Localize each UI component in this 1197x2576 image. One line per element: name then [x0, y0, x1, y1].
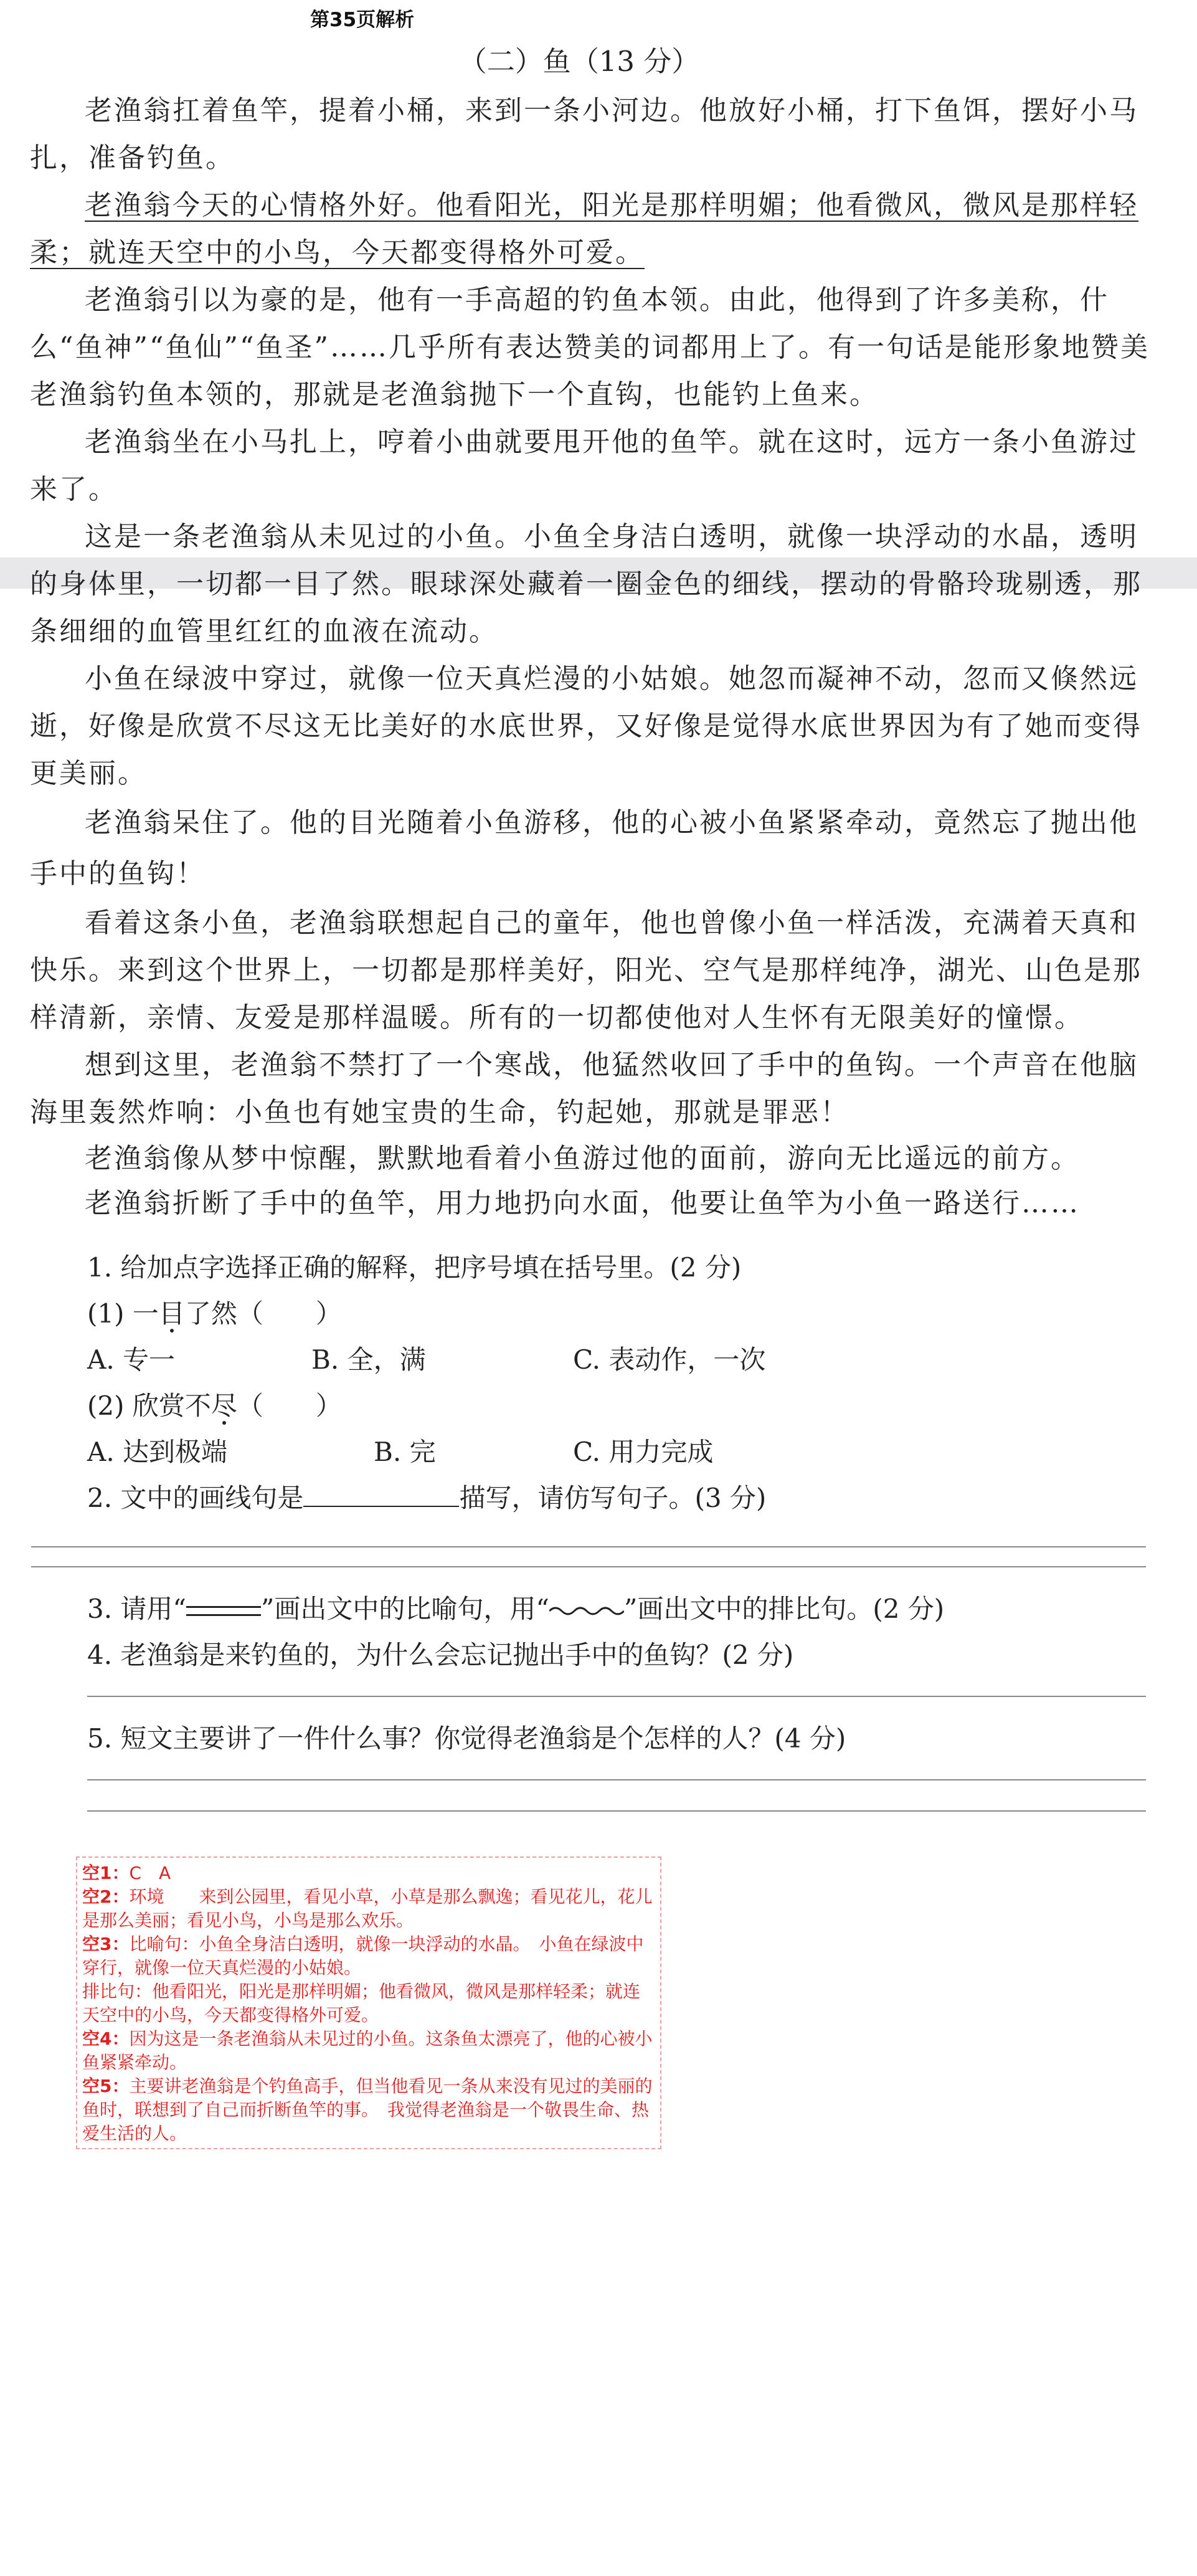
paragraph-10: 老渔翁像从梦中惊醒，默默地看着小鱼游过他的面前，游向无比遥远的前方。 [85, 1143, 1080, 1174]
story-text [30, 87, 1151, 1226]
paragraph-7: 老渔翁呆住了。他的目光随着小鱼游移，他的心被小鱼紧紧牵动，竟然忘了抛出他手中的鱼钩！ [30, 807, 1138, 890]
option-c: C. 用力完成 [573, 1437, 714, 1467]
dotted-char: 目 [158, 1298, 185, 1329]
double-line-mark [186, 1606, 261, 1616]
answer-text: 因为这是一条老渔翁从未见过的小鱼。这条鱼太漂亮了，他的心被小鱼紧紧牵动。 [82, 2028, 653, 2073]
answer-3 [82, 1932, 655, 1980]
dotted-char: 尽 [211, 1390, 237, 1421]
question-4: 4. 老渔翁是来钓鱼的，为什么会忘记抛出手中的鱼钩？(2 分) [87, 1640, 794, 1670]
q1b-suffix: （ ） [237, 1390, 342, 1421]
answer-line [87, 1810, 1146, 1812]
answer-line [31, 1546, 1146, 1547]
questions [87, 1245, 1146, 1830]
question-2 [87, 1475, 1146, 1521]
paragraph-1: 老渔翁扛着鱼竿，提着小桶，来到一条小河边。他放好小桶，打下鱼饵，摆好小马扎，准备钓鱼。 [30, 95, 1138, 174]
answer-4 [82, 2027, 655, 2075]
q3-middle: ”画出文中的比喻句，用“ [260, 1594, 549, 1624]
paragraph-9: 想到这里，老渔翁不禁打了一个寒战，他猛然收回了手中的鱼钩。一个声音在他脑海里轰然炸响：小鱼也有她宝贵的生命，钓起她，那就是罪恶！ [30, 1049, 1138, 1128]
paragraph-5: 这是一条老渔翁从未见过的小鱼。小鱼全身洁白透明，就像一块浮动的水晶，透明的身体里，一切都一目了然。眼球深处藏着一圈金色的细线，摆动的骨骼玲珑剔透，那条细细的血管里红红的血液在流动。 [30, 521, 1142, 647]
answer-label: 空1： [82, 1863, 130, 1883]
question-1-part-1 [87, 1291, 1146, 1337]
answer-2 [82, 1885, 655, 1932]
section-title: （二）鱼（13 分） [458, 45, 700, 78]
q3-prefix: 3. 请用“ [87, 1594, 186, 1624]
answer-line [87, 1696, 1146, 1697]
answer-key-box [76, 1856, 661, 2149]
paragraph-6: 小鱼在绿波中穿过，就像一位天真烂漫的小姑娘。她忽而凝神不动，忽而又倏然远逝，好像是欣赏不尽这无比美好的水底世界，又好像是觉得水底世界因为有了她而变得更美丽。 [30, 663, 1142, 789]
paragraph-4: 老渔翁坐在小马扎上，哼着小曲就要甩开他的鱼竿。就在这时，远方一条小鱼游过来了。 [30, 426, 1138, 505]
page-label: 第35页解析 [310, 9, 415, 31]
answer-label: 空4： [82, 2028, 130, 2049]
answer-text: 主要讲老渔翁是个钓鱼高手，但当他看见一条从来没有见过的美丽的鱼时，联想到了自己而折断鱼竿的事。 我觉得老渔翁是一个敬畏生命、热爱生活的人。 [82, 2076, 653, 2144]
option-b: B. 全，满 [311, 1344, 426, 1375]
answer-line [87, 1779, 1146, 1780]
question-1-part-2-options [87, 1429, 1146, 1475]
paragraph-8: 看着这条小鱼，老渔翁联想起自己的童年，他也曾像小鱼一样活泼，充满着天真和快乐。来到这个世界上，一切都是那样美好，阳光、空气是那样纯净，湖光、山色是那样清新，亲情、友爱是那样温暖。所有的一切都使他对人生怀有无限美好的憧憬。 [30, 907, 1142, 1034]
option-a: A. 专一 [87, 1344, 176, 1375]
q1a-prefix: (1) 一 [87, 1298, 159, 1329]
option-b: B. 完 [374, 1437, 436, 1467]
q1a-suffix: 了然（ ） [184, 1298, 342, 1329]
q2-prefix: 2. 文中的画线句是 [87, 1483, 304, 1513]
answer-label: 空2： [82, 1886, 130, 1907]
answer-5 [82, 2075, 655, 2146]
answer-text: C A [129, 1863, 171, 1883]
answer-1 [82, 1861, 655, 1885]
answer-label: 空5： [82, 2076, 130, 2096]
answer-line [31, 1566, 1146, 1567]
paragraph-11: 老渔翁折断了手中的鱼竿，用力地扔向水面，他要让鱼竿为小鱼一路送行…… [85, 1187, 1080, 1219]
question-1-part-2 [87, 1383, 1146, 1429]
wavy-line-mark [549, 1605, 624, 1617]
question-3 [87, 1586, 1146, 1632]
paragraph-3: 老渔翁引以为豪的是，他有一手高超的钓鱼本领。由此，他得到了许多美称，什么“鱼神”“鱼仙”“鱼圣”……几乎所有表达赞美的词都用上了。有一句话是能形象地赞美老渔翁钓鱼本领的，那就是老渔翁抛下一个直钩，也能钓上鱼来。 [30, 284, 1150, 411]
option-a: A. 达到极端 [87, 1437, 228, 1467]
question-5: 5. 短文主要讲了一件什么事？你觉得老渔翁是个怎样的人？(4 分) [87, 1723, 846, 1754]
answer-label: 空3： [82, 1934, 130, 1954]
question-1: 1. 给加点字选择正确的解释，把序号填在括号里。(2 分) [87, 1252, 742, 1283]
q1b-prefix: (2) 欣赏不 [87, 1390, 211, 1421]
answer-text: 环境 来到公园里，看见小草，小草是那么飘逸；看见花儿，花儿是那么美丽；看见小鸟，小鸟是那么欢乐。 [82, 1886, 653, 1931]
q2-suffix: 描写，请仿写句子。(3 分) [459, 1483, 767, 1513]
paragraph-2-underlined: 老渔翁今天的心情格外好。他看阳光，阳光是那样明媚；他看微风，微风是那样轻柔；就连天空中的小鸟，今天都变得格外可爱。 [30, 189, 1138, 269]
q3-suffix: ”画出文中的排比句。(2 分) [623, 1594, 945, 1624]
answer-3-b: 排比句：他看阳光，阳光是那样明媚；他看微风，微风是那样轻柔；就连天空中的小鸟，今天都变得格外可爱。 [82, 1981, 641, 2025]
fill-blank [303, 1483, 459, 1507]
answer-text: 比喻句：小鱼全身洁白透明，就像一块浮动的水晶。 小鱼在绿波中穿行，就像一位天真烂漫的小姑娘。 [82, 1934, 644, 1978]
question-1-part-1-options [87, 1337, 1146, 1383]
option-c: C. 表动作，一次 [573, 1344, 766, 1375]
